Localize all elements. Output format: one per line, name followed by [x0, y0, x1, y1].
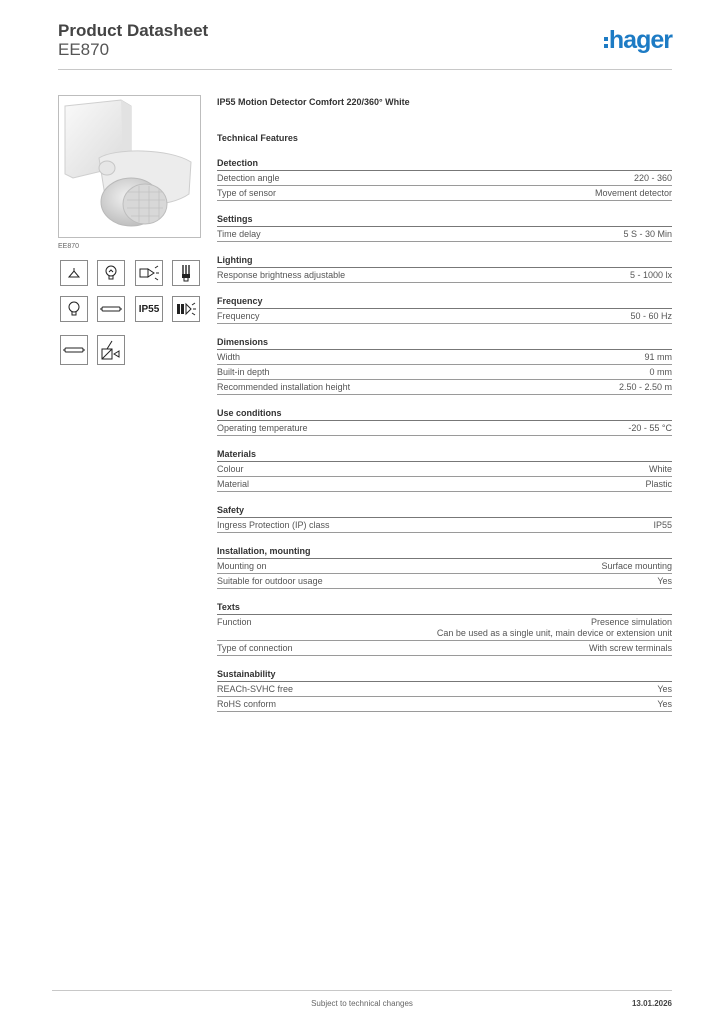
section-texts — [217, 600, 672, 656]
row-label: Built-in depth — [217, 367, 270, 377]
row-value: With screw terminals — [588, 643, 672, 653]
row-label: Colour — [217, 464, 244, 474]
page-footer — [52, 990, 672, 1010]
row-label: Suitable for outdoor usage — [217, 576, 323, 586]
section-title: Use conditions — [217, 406, 672, 421]
photo-caption: EE870 — [58, 243, 80, 250]
row-label: Ingress Protection (IP) class — [217, 520, 330, 530]
led-lamp-icon — [172, 296, 200, 322]
table-row — [217, 477, 672, 492]
section-settings — [217, 212, 672, 242]
row-value-line-2: Can be used as a single unit, main device or extension unit — [436, 628, 672, 638]
footer-date: 13.01.2026 — [631, 999, 672, 1008]
table-row — [217, 365, 672, 380]
section-installation-mounting — [217, 544, 672, 589]
row-label: RoHS conform — [217, 699, 277, 709]
row-label: Mounting on — [217, 561, 267, 571]
table-row — [217, 309, 672, 324]
row-label: Operating temperature — [217, 423, 308, 433]
table-row — [217, 697, 672, 712]
row-label: Type of sensor — [217, 188, 277, 198]
section-title: Materials — [217, 447, 672, 462]
table-row — [217, 171, 672, 186]
table-row — [217, 682, 672, 697]
section-safety — [217, 503, 672, 533]
table-row — [217, 518, 672, 533]
document-title: Product Datasheet — [58, 21, 209, 40]
transformer-icon — [97, 335, 125, 365]
table-row — [217, 227, 672, 242]
table-row — [217, 186, 672, 201]
energy-saving-lamp-icon — [172, 260, 200, 286]
bulb-icon — [60, 296, 88, 322]
row-label: Recommended installation height — [217, 382, 351, 392]
row-value: Presence simulation — [590, 617, 672, 627]
ceiling-mount-icon — [60, 260, 88, 286]
row-value: 5 S - 30 Min — [623, 229, 672, 239]
table-row — [217, 559, 672, 574]
row-value: Plastic — [645, 479, 672, 489]
product-name: IP55 Motion Detector Comfort 220/360° White — [217, 97, 410, 107]
section-title: Detection — [217, 156, 672, 171]
row-value: -20 - 55 °C — [628, 423, 672, 433]
section-title: Safety — [217, 503, 672, 518]
row-label: REACh-SVHC free — [217, 684, 294, 694]
table-row — [217, 380, 672, 395]
section-title: Settings — [217, 212, 672, 227]
row-value: Yes — [657, 699, 672, 709]
table-row — [217, 350, 672, 365]
row-value: Yes — [657, 684, 672, 694]
section-title: Texts — [217, 600, 672, 615]
section-title: Installation, mounting — [217, 544, 672, 559]
page-header — [58, 22, 672, 70]
row-label: Detection angle — [217, 173, 280, 183]
section-dimensions — [217, 335, 672, 395]
row-value: Yes — [657, 576, 672, 586]
technical-features-heading: Technical Features — [217, 133, 298, 143]
section-title: Lighting — [217, 253, 672, 268]
section-title: Frequency — [217, 294, 672, 309]
row-value: IP55 — [653, 520, 672, 530]
logo-text: hager — [608, 26, 672, 54]
row-label: Width — [217, 352, 241, 362]
fluorescent-tube-icon — [97, 296, 125, 322]
motion-detector-illustration — [59, 96, 200, 237]
table-row — [217, 268, 672, 283]
section-frequency — [217, 294, 672, 324]
section-use-conditions — [217, 406, 672, 436]
incandescent-lamp-icon — [97, 260, 125, 286]
table-row — [217, 462, 672, 477]
row-value: Surface mounting — [601, 561, 672, 571]
section-detection — [217, 156, 672, 201]
row-label: Material — [217, 479, 250, 489]
table-row — [217, 641, 672, 656]
table-row — [217, 574, 672, 589]
row-value: 91 mm — [644, 352, 672, 362]
ip-rating-label: IP55 — [138, 303, 160, 315]
hager-logo — [604, 27, 672, 53]
section-title: Sustainability — [217, 667, 672, 682]
footer-note: Subject to technical changes — [311, 999, 413, 1008]
row-value: 220 - 360 — [633, 173, 672, 183]
row-value: 50 - 60 Hz — [630, 311, 672, 321]
fluorescent-lamp-icon — [60, 335, 88, 365]
table-row — [217, 421, 672, 436]
row-label: Time delay — [217, 229, 261, 239]
row-value: White — [648, 464, 672, 474]
specification-panel — [217, 95, 672, 712]
row-label: Frequency — [217, 311, 260, 321]
product-photo — [58, 95, 201, 238]
ip-rating-icon — [135, 296, 163, 322]
row-value: 2.50 - 2.50 m — [618, 382, 672, 392]
row-value: 0 mm — [649, 367, 672, 377]
section-materials — [217, 447, 672, 492]
row-value: 5 - 1000 lx — [629, 270, 672, 280]
section-title: Dimensions — [217, 335, 672, 350]
led-driver-icon — [135, 260, 163, 286]
logo-mark-icon — [604, 37, 608, 48]
product-code: EE870 — [58, 40, 110, 59]
row-label: Function — [217, 617, 252, 627]
section-sustainability — [217, 667, 672, 712]
table-row — [217, 615, 672, 641]
row-value: Movement detector — [594, 188, 672, 198]
row-label: Type of connection — [217, 643, 293, 653]
row-label: Response brightness adjustable — [217, 270, 346, 280]
section-lighting — [217, 253, 672, 283]
